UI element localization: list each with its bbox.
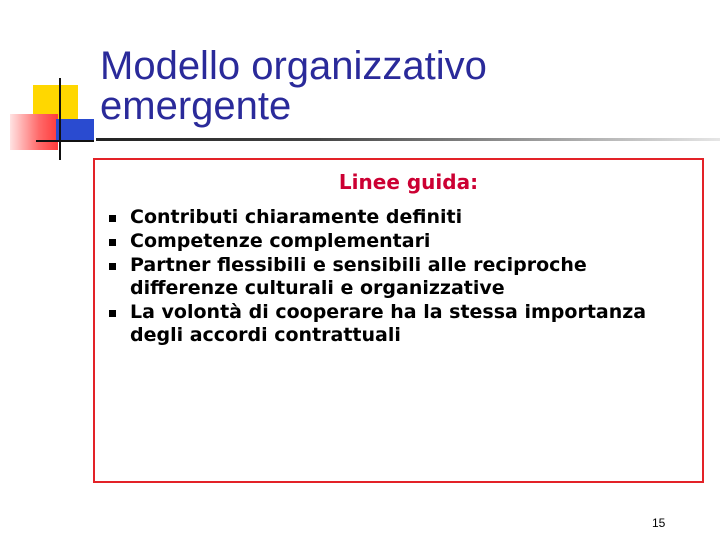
- logo-blue-bar: [56, 119, 94, 140]
- logo-horizontal-line: [36, 140, 94, 142]
- bullet-text: La volontà di cooperare ha la stessa importanza degli accordi contrattuali: [130, 301, 647, 346]
- page-number: 15: [652, 516, 666, 530]
- logo-red-gradient-square: [10, 114, 58, 150]
- bullet-item: [109, 230, 689, 253]
- bullet-text: Competenze complementari: [130, 230, 431, 252]
- square-bullet-icon: [109, 215, 116, 222]
- bullet-item: [109, 301, 689, 347]
- bullet-text: Partner flessibili e sensibili alle reciproche differenze culturali e organizzative: [130, 254, 587, 299]
- title-underline: [96, 138, 720, 141]
- slide-logo-decoration: [0, 0, 100, 170]
- slide-title-line-1: Modello organizzativo: [100, 44, 487, 88]
- content-box: [93, 158, 704, 483]
- bullet-text: Contributi chiaramente definiti: [130, 206, 463, 228]
- content-subtitle: Linee guida:: [338, 170, 479, 194]
- slide-title-line-2: emergente: [100, 84, 292, 128]
- square-bullet-icon: [109, 310, 116, 317]
- bullet-item: [109, 254, 689, 300]
- square-bullet-icon: [109, 263, 116, 270]
- bullet-item: [109, 206, 689, 229]
- slide-title: [100, 46, 700, 126]
- square-bullet-icon: [109, 239, 116, 246]
- bullet-list: [109, 206, 689, 348]
- logo-vertical-line: [59, 78, 61, 160]
